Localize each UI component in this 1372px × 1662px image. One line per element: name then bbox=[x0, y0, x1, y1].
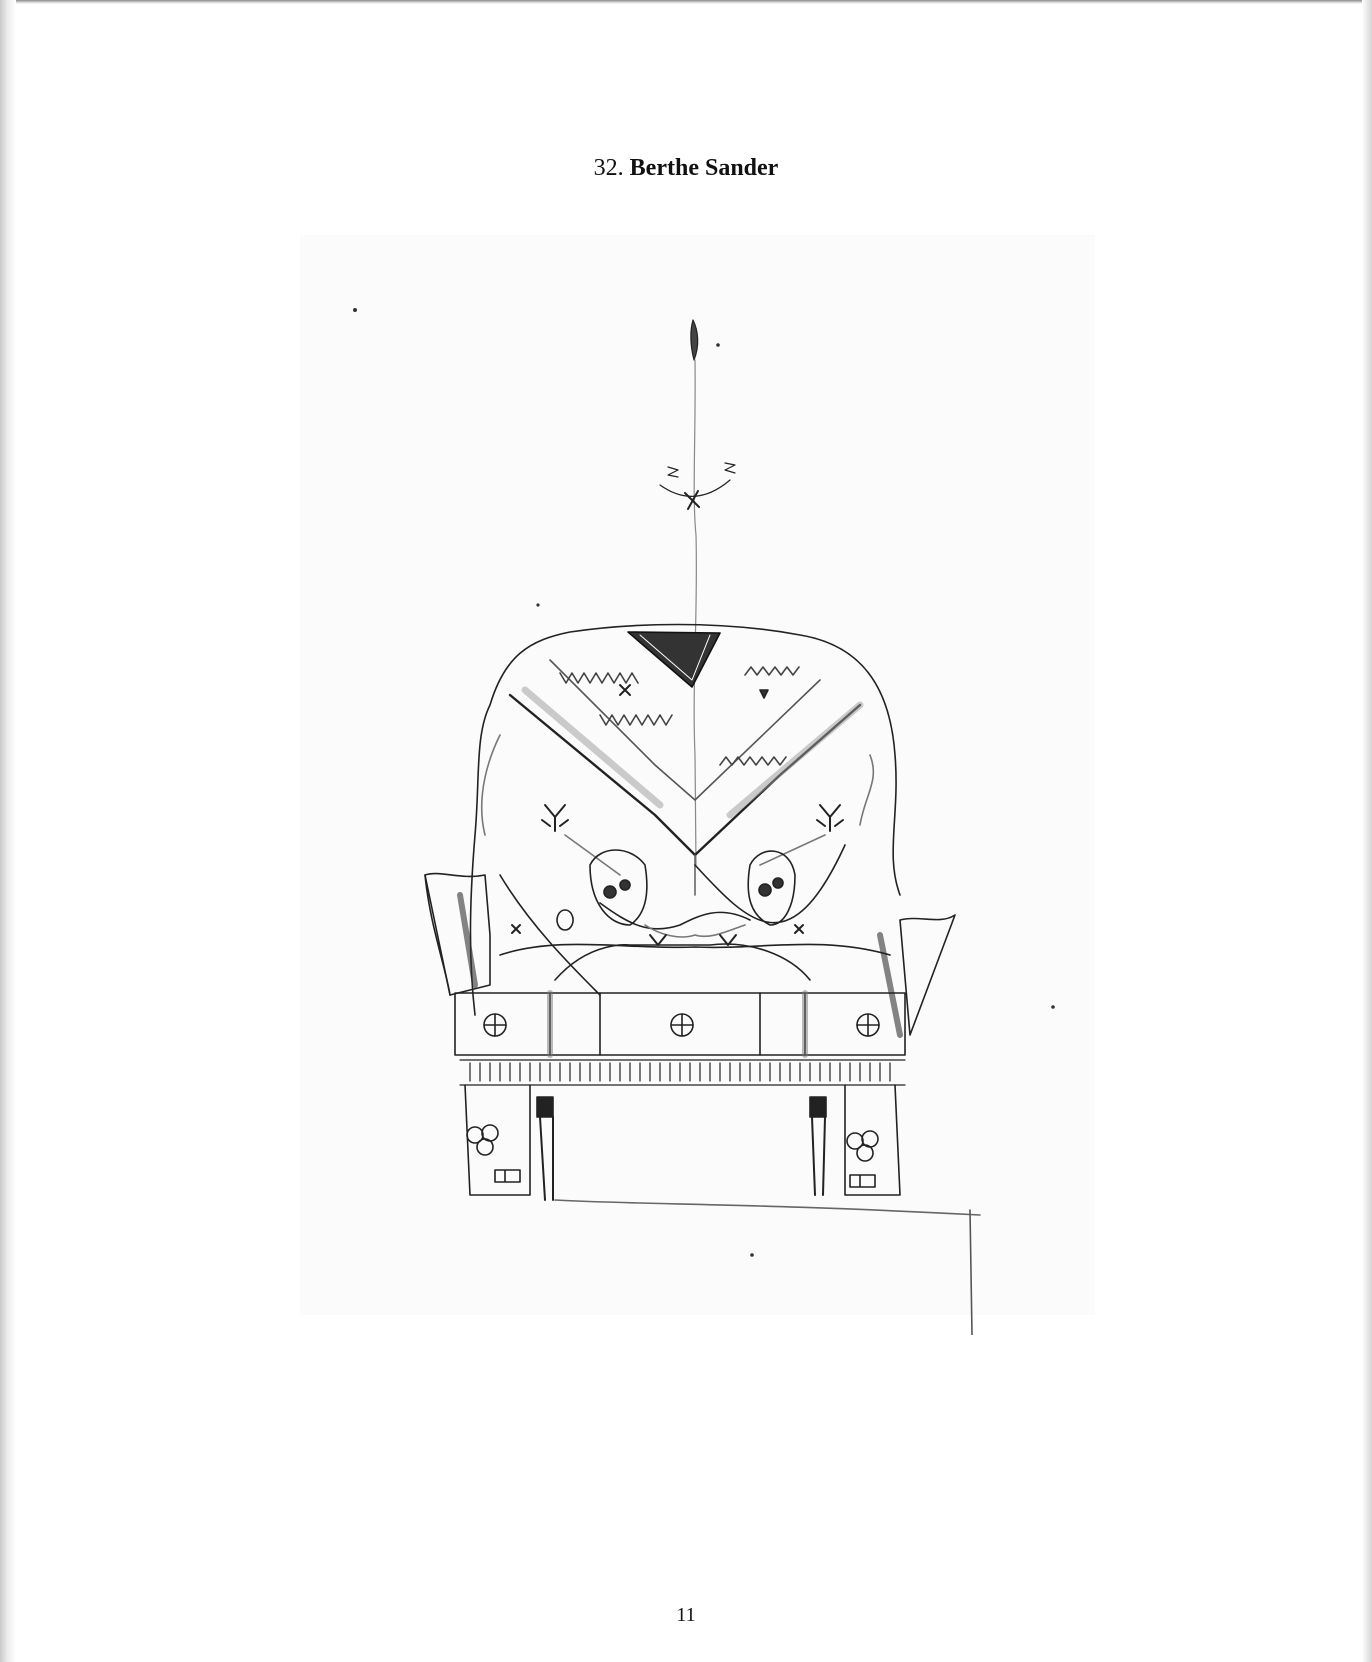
page-edge-top bbox=[0, 0, 1372, 4]
entry-number: 32. bbox=[593, 155, 624, 181]
armchair-sketch bbox=[300, 235, 1100, 1335]
artist-name: Berthe Sander bbox=[629, 155, 779, 181]
page-edge-left bbox=[0, 0, 16, 1662]
page-heading bbox=[0, 155, 1372, 182]
page-number: 11 bbox=[676, 1604, 696, 1626]
page-edge-right bbox=[1362, 0, 1372, 1662]
